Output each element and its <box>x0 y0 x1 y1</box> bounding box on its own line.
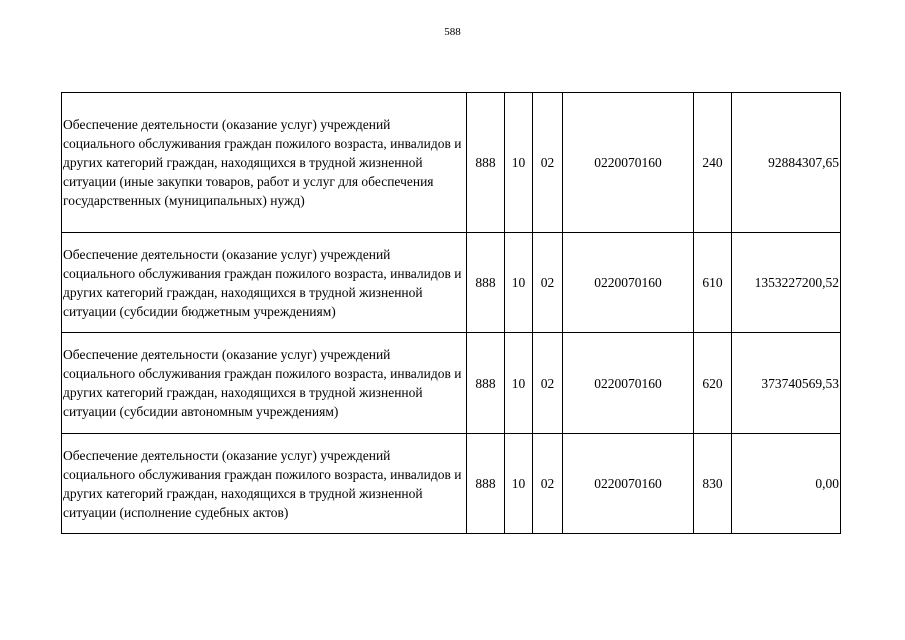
row-description: Обеспечение деятельности (оказание услуг) учреждений социального обслуживания граждан пожилого возраста, инвалидов и других категорий граждан, находящихся в трудной жизненной ситуации (субсидии автономным учреждениям) <box>62 333 467 434</box>
row-target-article-code: 0220070160 <box>563 233 694 333</box>
row-description: Обеспечение деятельности (оказание услуг) учреждений социального обслуживания граждан пожилого возраста, инвалидов и других категорий граждан, находящихся в трудной жизненной ситуации (исполнение судебных актов) <box>62 434 467 534</box>
row-section-code: 10 <box>505 333 533 434</box>
table-row <box>62 93 841 233</box>
row-grbs-code: 888 <box>467 233 505 333</box>
row-expense-type-code: 830 <box>694 434 732 534</box>
row-amount: 0,00 <box>732 434 841 534</box>
row-amount: 92884307,65 <box>732 93 841 233</box>
row-subsection-code: 02 <box>533 434 563 534</box>
row-expense-type-code: 610 <box>694 233 732 333</box>
row-amount: 1353227200,52 <box>732 233 841 333</box>
row-expense-type-code: 240 <box>694 93 732 233</box>
row-grbs-code: 888 <box>467 333 505 434</box>
row-description: Обеспечение деятельности (оказание услуг) учреждений социального обслуживания граждан пожилого возраста, инвалидов и других категорий граждан, находящихся в трудной жизненной ситуации (субсидии бюджетным учреждениям) <box>62 233 467 333</box>
row-section-code: 10 <box>505 93 533 233</box>
budget-table <box>61 92 841 534</box>
row-target-article-code: 0220070160 <box>563 434 694 534</box>
table-row <box>62 434 841 534</box>
table-row <box>62 233 841 333</box>
row-grbs-code: 888 <box>467 93 505 233</box>
page-number: 588 <box>444 26 461 38</box>
row-target-article-code: 0220070160 <box>563 93 694 233</box>
row-subsection-code: 02 <box>533 233 563 333</box>
row-section-code: 10 <box>505 233 533 333</box>
row-section-code: 10 <box>505 434 533 534</box>
row-description: Обеспечение деятельности (оказание услуг) учреждений социального обслуживания граждан пожилого возраста, инвалидов и других категорий граждан, находящихся в трудной жизненной ситуации (иные закупки товаров, работ и услуг для обеспечения государственных (муниципальных) нужд) <box>62 93 467 233</box>
table-row <box>62 333 841 434</box>
row-target-article-code: 0220070160 <box>563 333 694 434</box>
row-subsection-code: 02 <box>533 333 563 434</box>
row-grbs-code: 888 <box>467 434 505 534</box>
row-subsection-code: 02 <box>533 93 563 233</box>
row-amount: 373740569,53 <box>732 333 841 434</box>
row-expense-type-code: 620 <box>694 333 732 434</box>
